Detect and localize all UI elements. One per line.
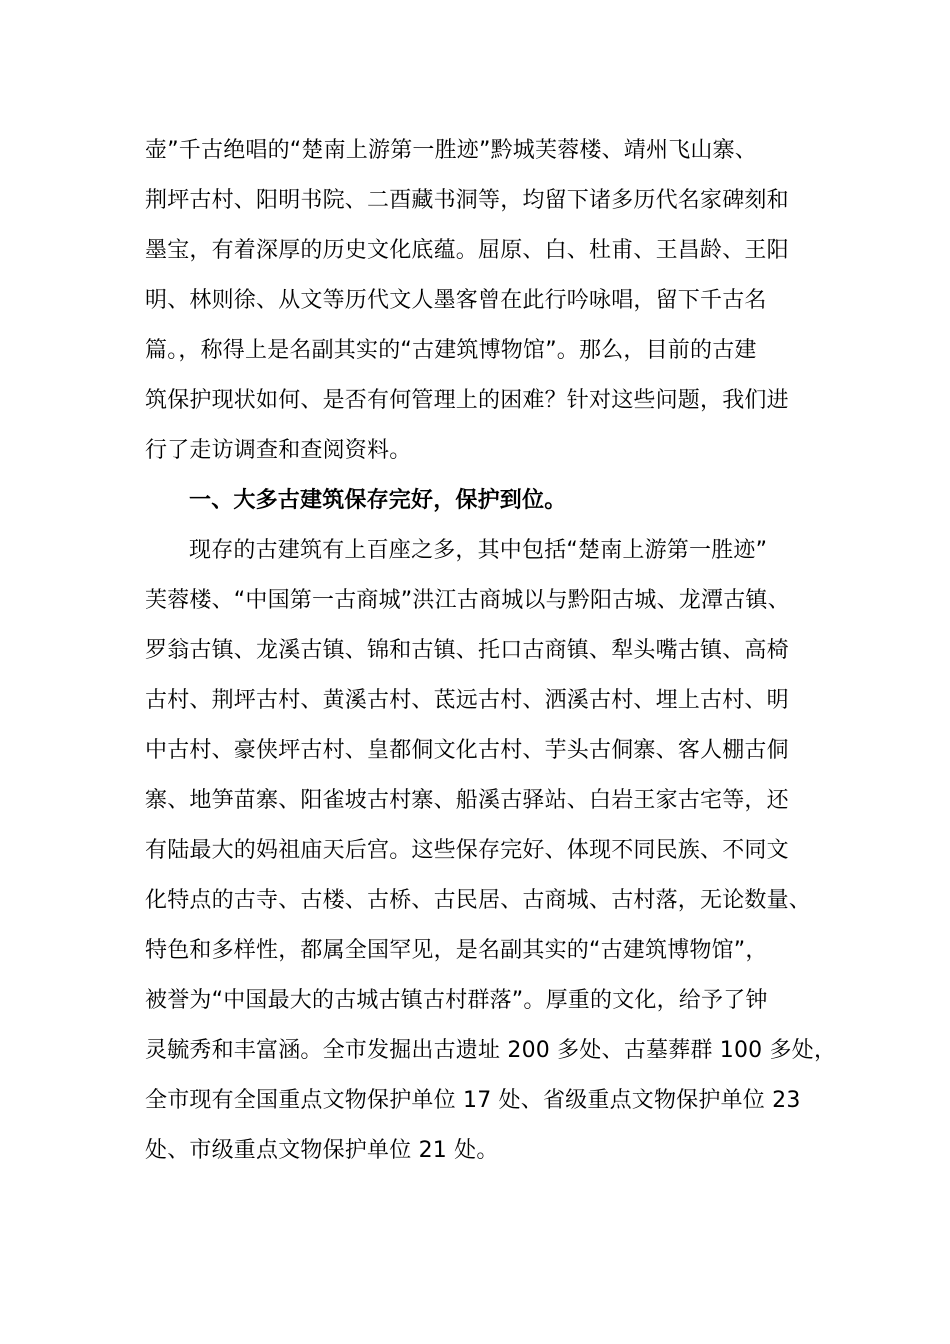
text-line: 中古村、豪侠坪古村、皇都侗文化古村、芋头古侗寨、客人棚古侗 <box>145 738 789 763</box>
text-line: 壶”千古绝唱的“楚南上游第一胜迹”黔城芙蓉楼、靖州飞山寨、 <box>145 138 757 163</box>
text-line: 罗翁古镇、龙溪古镇、锦和古镇、托口古商镇、犁头嘴古镇、高椅 <box>145 638 789 663</box>
text-line: 芙蓉楼、“中国第一古商城”洪江古商城以与黔阳古城、龙潭古镇、 <box>145 588 790 613</box>
text-line: 处、市级重点文物保护单位 21 处。 <box>145 1138 499 1163</box>
text-line: 明、林则徐、从文等历代文人墨客曾在此行吟咏唱，留下千古名 <box>145 288 767 313</box>
text-line: 墨宝，有着深厚的历史文化底蕴。屈原、白、杜甫、王昌龄、王阳 <box>145 238 789 263</box>
text-line: 有陆最大的妈祖庙天后宫。这些保存完好、体现不同民族、不同文 <box>145 838 789 863</box>
text-line: 行了走访调查和查阅资料。 <box>145 438 412 463</box>
text-line: 现存的古建筑有上百座之多，其中包括“楚南上游第一胜迹” <box>189 538 768 563</box>
text-line: 被誉为“中国最大的古城古镇古村群落”。厚重的文化，给予了钟 <box>145 988 768 1013</box>
text-line: 灵毓秀和丰富涵。全市发掘出古遗址 200 多处、古墓葬群 100 多处， <box>145 1038 837 1063</box>
text-line: 篇。，称得上是名副其实的“古建筑博物馆”。那么，目前的古建 <box>145 338 757 363</box>
text-line: 全市现有全国重点文物保护单位 17 处、省级重点文物保护单位 23 <box>145 1088 801 1113</box>
text-line: 特色和多样性，都属全国罕见，是名副其实的“古建筑博物馆”， <box>145 938 768 963</box>
text-line: 寨、地笋苗寨、阳雀坡古村寨、船溪古驿站、白岩王家古宅等，还 <box>145 788 789 813</box>
text-line: 古村、荆坪古村、黄溪古村、茋远古村、洒溪古村、埋上古村、明 <box>145 688 789 713</box>
section-heading: 一、大多古建筑保存完好，保护到位。 <box>189 488 567 513</box>
text-line: 化特点的古寺、古楼、古桥、古民居、古商城、古村落，无论数量、 <box>145 888 812 913</box>
text-line: 筑保护现状如何、是否有何管理上的困难？针对这些问题，我们进 <box>145 388 789 413</box>
text-line: 荆坪古村、阳明书院、二酉藏书洞等，均留下诸多历代名家碑刻和 <box>145 188 789 213</box>
